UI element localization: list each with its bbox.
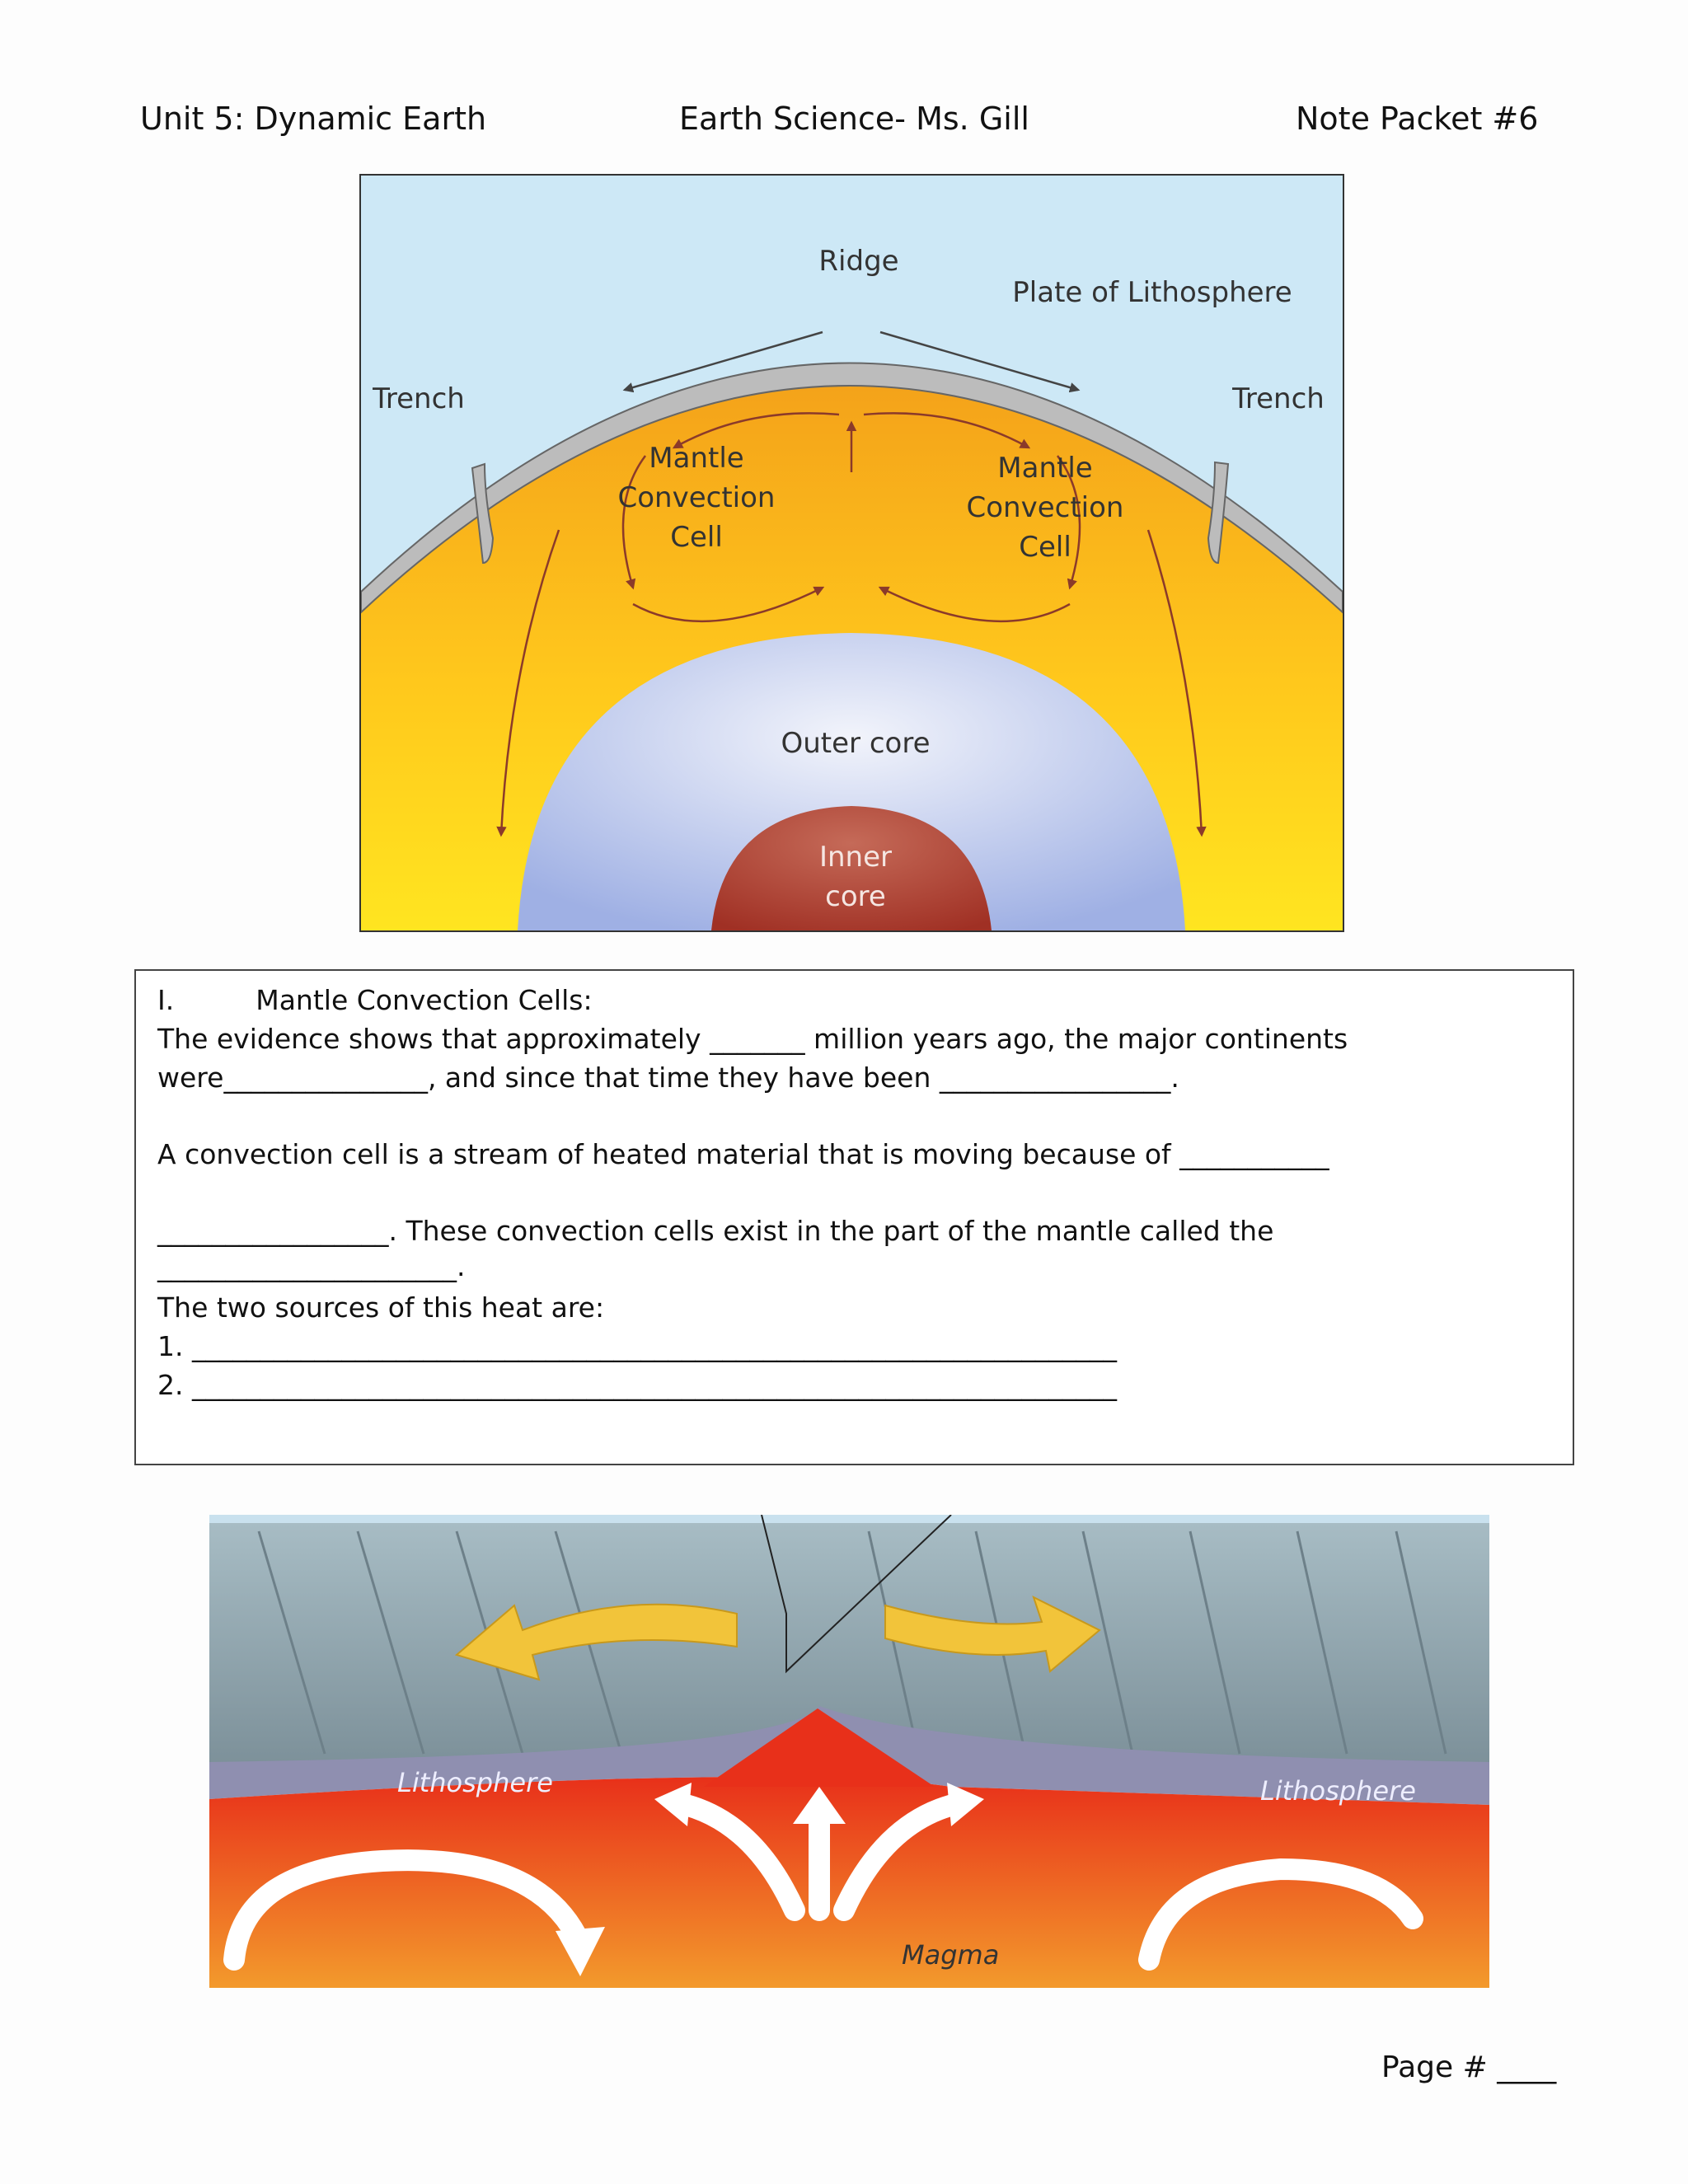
ridge-magma-diagram (209, 1515, 1489, 1988)
label-lithosphere-left: Lithosphere (397, 1767, 553, 1798)
label-mantle-right-2: Convection (966, 491, 1124, 524)
notes-line-3: A convection cell is a stream of heated material that is moving because of ___________ (157, 1138, 1329, 1170)
mantle-convection-diagram (359, 174, 1344, 932)
label-magma: Magma (902, 1939, 1000, 1971)
notes-line-5: ______________________. (157, 1250, 466, 1282)
label-plate-of-lithosphere: Plate of Lithosphere (1012, 276, 1292, 309)
label-mantle-left-3: Cell (670, 521, 723, 554)
label-inner-core-2: core (825, 880, 886, 913)
header-course-title: Earth Science- Ms. Gill (679, 101, 1029, 137)
header-unit-title: Unit 5: Dynamic Earth (140, 101, 487, 137)
notes-line-4: _________________. These convection cells exist in the part of the mantle called the (157, 1215, 1274, 1247)
notes-line-7: 1. ____________________________________________________________________ (157, 1330, 1117, 1362)
label-ridge: Ridge (818, 245, 899, 278)
label-mantle-right-3: Cell (1019, 531, 1071, 564)
section-heading-text: Mantle Convection Cells: (256, 984, 593, 1016)
label-trench-left: Trench (373, 382, 465, 415)
section-heading (157, 984, 593, 1017)
section-heading-number: I. (157, 984, 175, 1016)
header-packet-number: Note Packet #6 (1296, 101, 1539, 137)
notes-box (134, 969, 1574, 1465)
notes-line-6: The two sources of this heat are: (157, 1291, 605, 1324)
page-number-field: Page # ____ (1381, 2050, 1557, 2084)
label-mantle-right-1: Mantle (997, 452, 1093, 485)
notes-line-1: The evidence shows that approximately _______ million years ago, the major continents (157, 1023, 1348, 1055)
label-mantle-left-1: Mantle (649, 442, 744, 475)
notes-line-8: 2. ____________________________________________________________________ (157, 1369, 1117, 1401)
label-lithosphere-right: Lithosphere (1260, 1775, 1416, 1807)
notes-line-2: were_______________, and since that time they have been _________________. (157, 1062, 1179, 1094)
label-trench-right: Trench (1232, 382, 1325, 415)
label-outer-core: Outer core (781, 727, 931, 760)
label-mantle-left-2: Convection (617, 481, 776, 514)
label-inner-core-1: Inner (818, 841, 893, 874)
